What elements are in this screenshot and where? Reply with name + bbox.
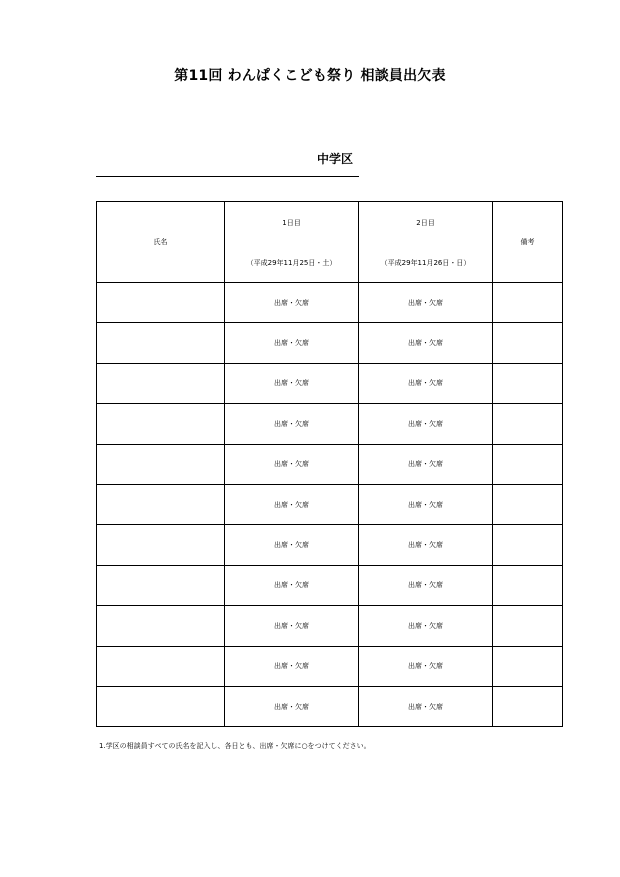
day2-attendance-cell[interactable]: 出席・欠席 — [359, 404, 493, 444]
day2-attendance-cell[interactable]: 出席・欠席 — [359, 525, 493, 565]
day1-attendance-cell[interactable]: 出席・欠席 — [225, 484, 359, 524]
table-row — [97, 646, 563, 686]
table-row — [97, 363, 563, 403]
name-cell[interactable] — [97, 363, 225, 403]
table-row — [97, 565, 563, 605]
name-cell[interactable] — [97, 444, 225, 484]
header-name: 氏名 — [97, 202, 225, 283]
attendance-table — [96, 201, 563, 727]
table-row — [97, 606, 563, 646]
header-day1-label: 1日目 — [282, 219, 301, 227]
remarks-cell[interactable] — [493, 484, 563, 524]
document-title: 第11回 わんぱくこども祭り 相談員出欠表 — [174, 68, 446, 84]
header-remarks: 備考 — [493, 202, 563, 283]
remarks-cell[interactable] — [493, 323, 563, 363]
name-cell[interactable] — [97, 686, 225, 726]
table-row — [97, 404, 563, 444]
day2-attendance-cell[interactable]: 出席・欠席 — [359, 484, 493, 524]
name-cell[interactable] — [97, 565, 225, 605]
remarks-cell[interactable] — [493, 525, 563, 565]
day1-attendance-cell[interactable]: 出席・欠席 — [225, 646, 359, 686]
day2-attendance-cell[interactable]: 出席・欠席 — [359, 565, 493, 605]
remarks-cell[interactable] — [493, 686, 563, 726]
remarks-cell[interactable] — [493, 404, 563, 444]
remarks-cell[interactable] — [493, 646, 563, 686]
day2-attendance-cell[interactable]: 出席・欠席 — [359, 646, 493, 686]
table-row — [97, 283, 563, 323]
day1-attendance-cell[interactable]: 出席・欠席 — [225, 404, 359, 444]
table-row — [97, 323, 563, 363]
footnote: 1.学区の相談員すべての氏名を記入し、各日とも、出席・欠席に○をつけてください。 — [99, 742, 371, 750]
header-day1 — [225, 202, 359, 283]
name-cell[interactable] — [97, 404, 225, 444]
name-cell[interactable] — [97, 484, 225, 524]
header-row — [97, 202, 563, 283]
header-day1-date: （平成29年11月25日・土） — [246, 259, 337, 267]
day2-attendance-cell[interactable]: 出席・欠席 — [359, 686, 493, 726]
name-cell[interactable] — [97, 323, 225, 363]
table-row — [97, 444, 563, 484]
day1-attendance-cell[interactable]: 出席・欠席 — [225, 363, 359, 403]
day1-attendance-cell[interactable]: 出席・欠席 — [225, 606, 359, 646]
remarks-cell[interactable] — [493, 283, 563, 323]
name-cell[interactable] — [97, 646, 225, 686]
table-row — [97, 525, 563, 565]
name-cell[interactable] — [97, 606, 225, 646]
day1-attendance-cell[interactable]: 出席・欠席 — [225, 525, 359, 565]
remarks-cell[interactable] — [493, 444, 563, 484]
day2-attendance-cell[interactable]: 出席・欠席 — [359, 363, 493, 403]
day2-attendance-cell[interactable]: 出席・欠席 — [359, 444, 493, 484]
day1-attendance-cell[interactable]: 出席・欠席 — [225, 444, 359, 484]
remarks-cell[interactable] — [493, 606, 563, 646]
header-day2-label: 2日目 — [416, 219, 435, 227]
day1-attendance-cell[interactable]: 出席・欠席 — [225, 565, 359, 605]
table-row — [97, 484, 563, 524]
district-underline — [96, 176, 359, 177]
name-cell[interactable] — [97, 525, 225, 565]
header-day2 — [359, 202, 493, 283]
day1-attendance-cell[interactable]: 出席・欠席 — [225, 686, 359, 726]
day1-attendance-cell[interactable]: 出席・欠席 — [225, 283, 359, 323]
remarks-cell[interactable] — [493, 565, 563, 605]
day2-attendance-cell[interactable]: 出席・欠席 — [359, 283, 493, 323]
table-row — [97, 686, 563, 726]
day1-attendance-cell[interactable]: 出席・欠席 — [225, 323, 359, 363]
day2-attendance-cell[interactable]: 出席・欠席 — [359, 606, 493, 646]
district-label: 中学区 — [316, 152, 353, 166]
header-day2-date: （平成29年11月26日・日） — [380, 259, 471, 267]
remarks-cell[interactable] — [493, 363, 563, 403]
name-cell[interactable] — [97, 283, 225, 323]
day2-attendance-cell[interactable]: 出席・欠席 — [359, 323, 493, 363]
